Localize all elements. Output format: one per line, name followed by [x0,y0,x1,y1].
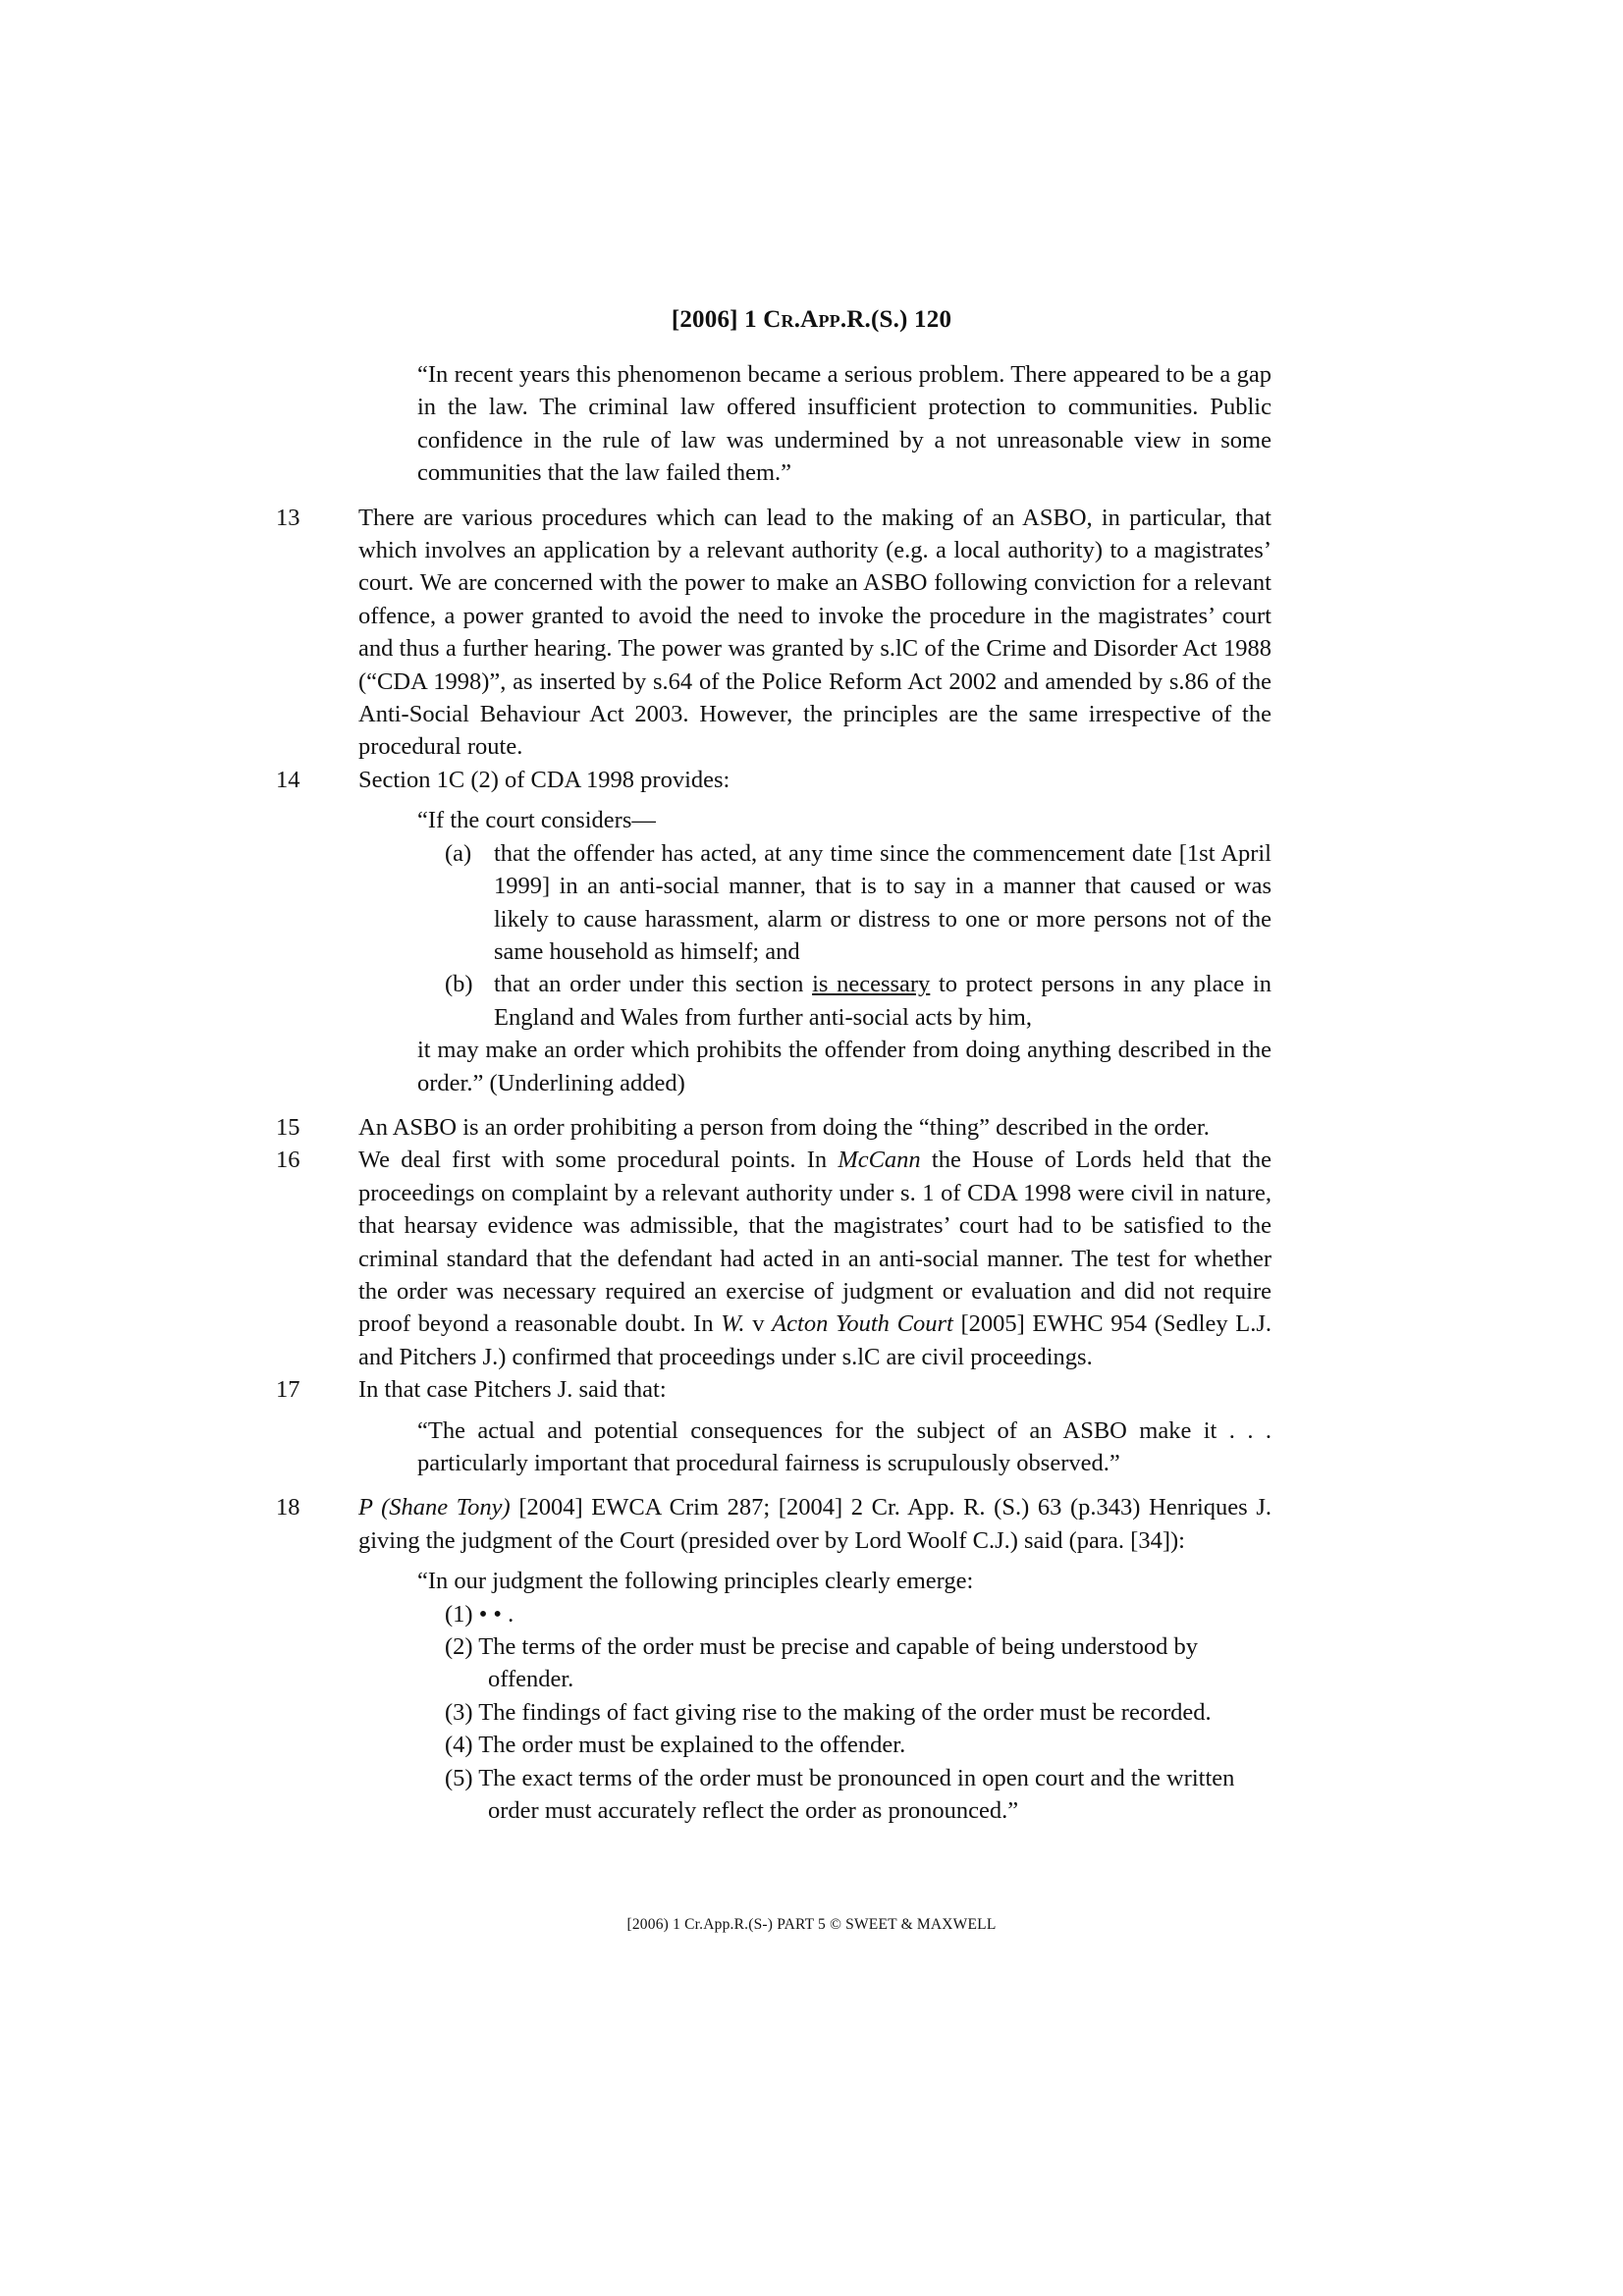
statute-item-b [445,968,1271,1034]
paragraph-number: 15 [276,1113,300,1141]
statute-item-a [445,837,1271,969]
case-name: P (Shane Tony) [358,1494,511,1522]
list-item: (1) • • . [445,1600,514,1628]
paragraph-15 [276,1111,1271,1144]
running-header [0,306,1623,334]
paragraph-text: Section 1C (2) of CDA 1998 provides: [358,766,730,793]
list-item: (4) The order must be explained to the offender. [445,1732,906,1759]
item-label: (a) [445,839,472,867]
principles-intro: “In our judgment the following principles clearly emerge: [417,1568,974,1595]
paragraph-text: An ASBO is an order prohibiting a person from doing the “thing” described in the order. [358,1113,1210,1141]
block-quote-2: “The actual and potential consequences for the subject of an ASBO make it . . . particularly important that procedural fairness is scrupulously observed.” [417,1416,1271,1476]
list-item: (2) The terms of the order must be precise and capable of being understood by offender. [445,1633,1198,1693]
item-text [494,968,1271,1034]
paragraph-number: 17 [276,1376,300,1404]
header-page: 120 [907,306,952,333]
text-run: v [744,1310,773,1338]
list-item: (5) The exact terms of the order must be pronounced in open court and the written order must accurately reflect the order as pronounced.” [445,1764,1235,1825]
page-body [276,358,1272,1827]
paragraph-number: 13 [276,504,300,531]
case-name: Acton Youth Court [772,1310,953,1338]
header-journal: Cr.App.R.(S.) [763,306,908,333]
paragraph-13 [276,502,1271,764]
case-name: McCann [838,1147,921,1174]
item-text-post: to protect persons in any place in England and Wales from further anti-social acts by him, [494,971,1271,1031]
text-run: We deal first with some procedural points. In [358,1147,839,1174]
underlined-text: is necessary [812,971,931,998]
text-run: [2004] EWCA Crim 287; [2004] 2 Cr. App. R. (S.) 63 (p.343) Henriques J. giving the judgment of the Court (presided over by Lord Woolf C.J.) said (para. [34]): [358,1494,1271,1554]
statute-quote-outro: it may make an order which prohibits the offender from doing anything described in the order.” (Underlining added) [417,1037,1271,1096]
page-footer: [2006) 1 Cr.App.R.(S-) PART 5 © SWEET & MAXWELL [626,1916,997,1933]
paragraph-text [358,1147,1271,1369]
header-prefix: [2006] 1 [671,306,764,333]
paragraph-text: In that case Pitchers J. said that: [358,1376,667,1404]
item-text: that the offender has acted, at any time since the commencement date [1st April 1999] in an anti-social manner, that is to say in a manner that caused or was likely to cause harassment, alarm or distress to one or more persons not of the same household as himself; and [494,839,1271,965]
principles-list [445,1598,1271,1828]
text-run: the House of Lords held that the proceedings on complaint by a relevant authority under s. 1 of CDA 1998 were civil in nature, that hearsay evidence was admissible, that the magistrates’ court had to be satisfied to the criminal standard that the defendant had acted in an anti-social manner. The test for whether the order was necessary required an exercise of judgment or evaluation and did not require proof beyond a reasonable doubt. In [358,1147,1271,1338]
paragraph-number: 16 [276,1147,300,1174]
case-name: W. [721,1310,745,1338]
block-quote-1: “In recent years this phenomenon became a serious problem. There appeared to be a gap in the law. The criminal law offered insufficient protection to communities. Public confidence in the rule of law was undermined by a not unreasonable view in some communities that the law failed them.” [417,361,1271,487]
paragraph-text: There are various procedures which can lead to the making of an ASBO, in particular, that which involves an application by a relevant authority (e.g. a local authority) to a magistrates’ court. We are concerned with the power to make an ASBO following conviction for a relevant offence, a power granted to avoid the need to invoke the procedure in the magistrates’ court and thus a further hearing. The power was granted by s.lC of the Crime and Disorder Act 1988 (“CDA 1998)”, as inserted by s.64 of the Police Reform Act 2002 and amended by s.86 of the Anti-Social Behaviour Act 2003. However, the principles are the same irrespective of the procedural route. [358,504,1271,761]
paragraph-17 [276,1373,1271,1406]
list-item: (3) The findings of fact giving rise to the making of the order must be recorded. [445,1698,1212,1726]
text-run: [2005] EWHC 954 (Sedley L.J. and Pitchers J.) confirmed that proceedings under s.lC are civil proceedings. [358,1310,1272,1370]
statute-quote-intro: “If the court considers— [417,807,656,834]
paragraph-number: 14 [276,766,300,793]
paragraph-16 [276,1144,1272,1373]
paragraph-14 [276,764,1271,796]
paragraph-18 [276,1491,1271,1557]
paragraph-text [358,1494,1271,1553]
paragraph-number: 18 [276,1494,300,1522]
item-text-pre: that an order under this section [494,971,813,998]
item-label: (b) [445,971,473,998]
